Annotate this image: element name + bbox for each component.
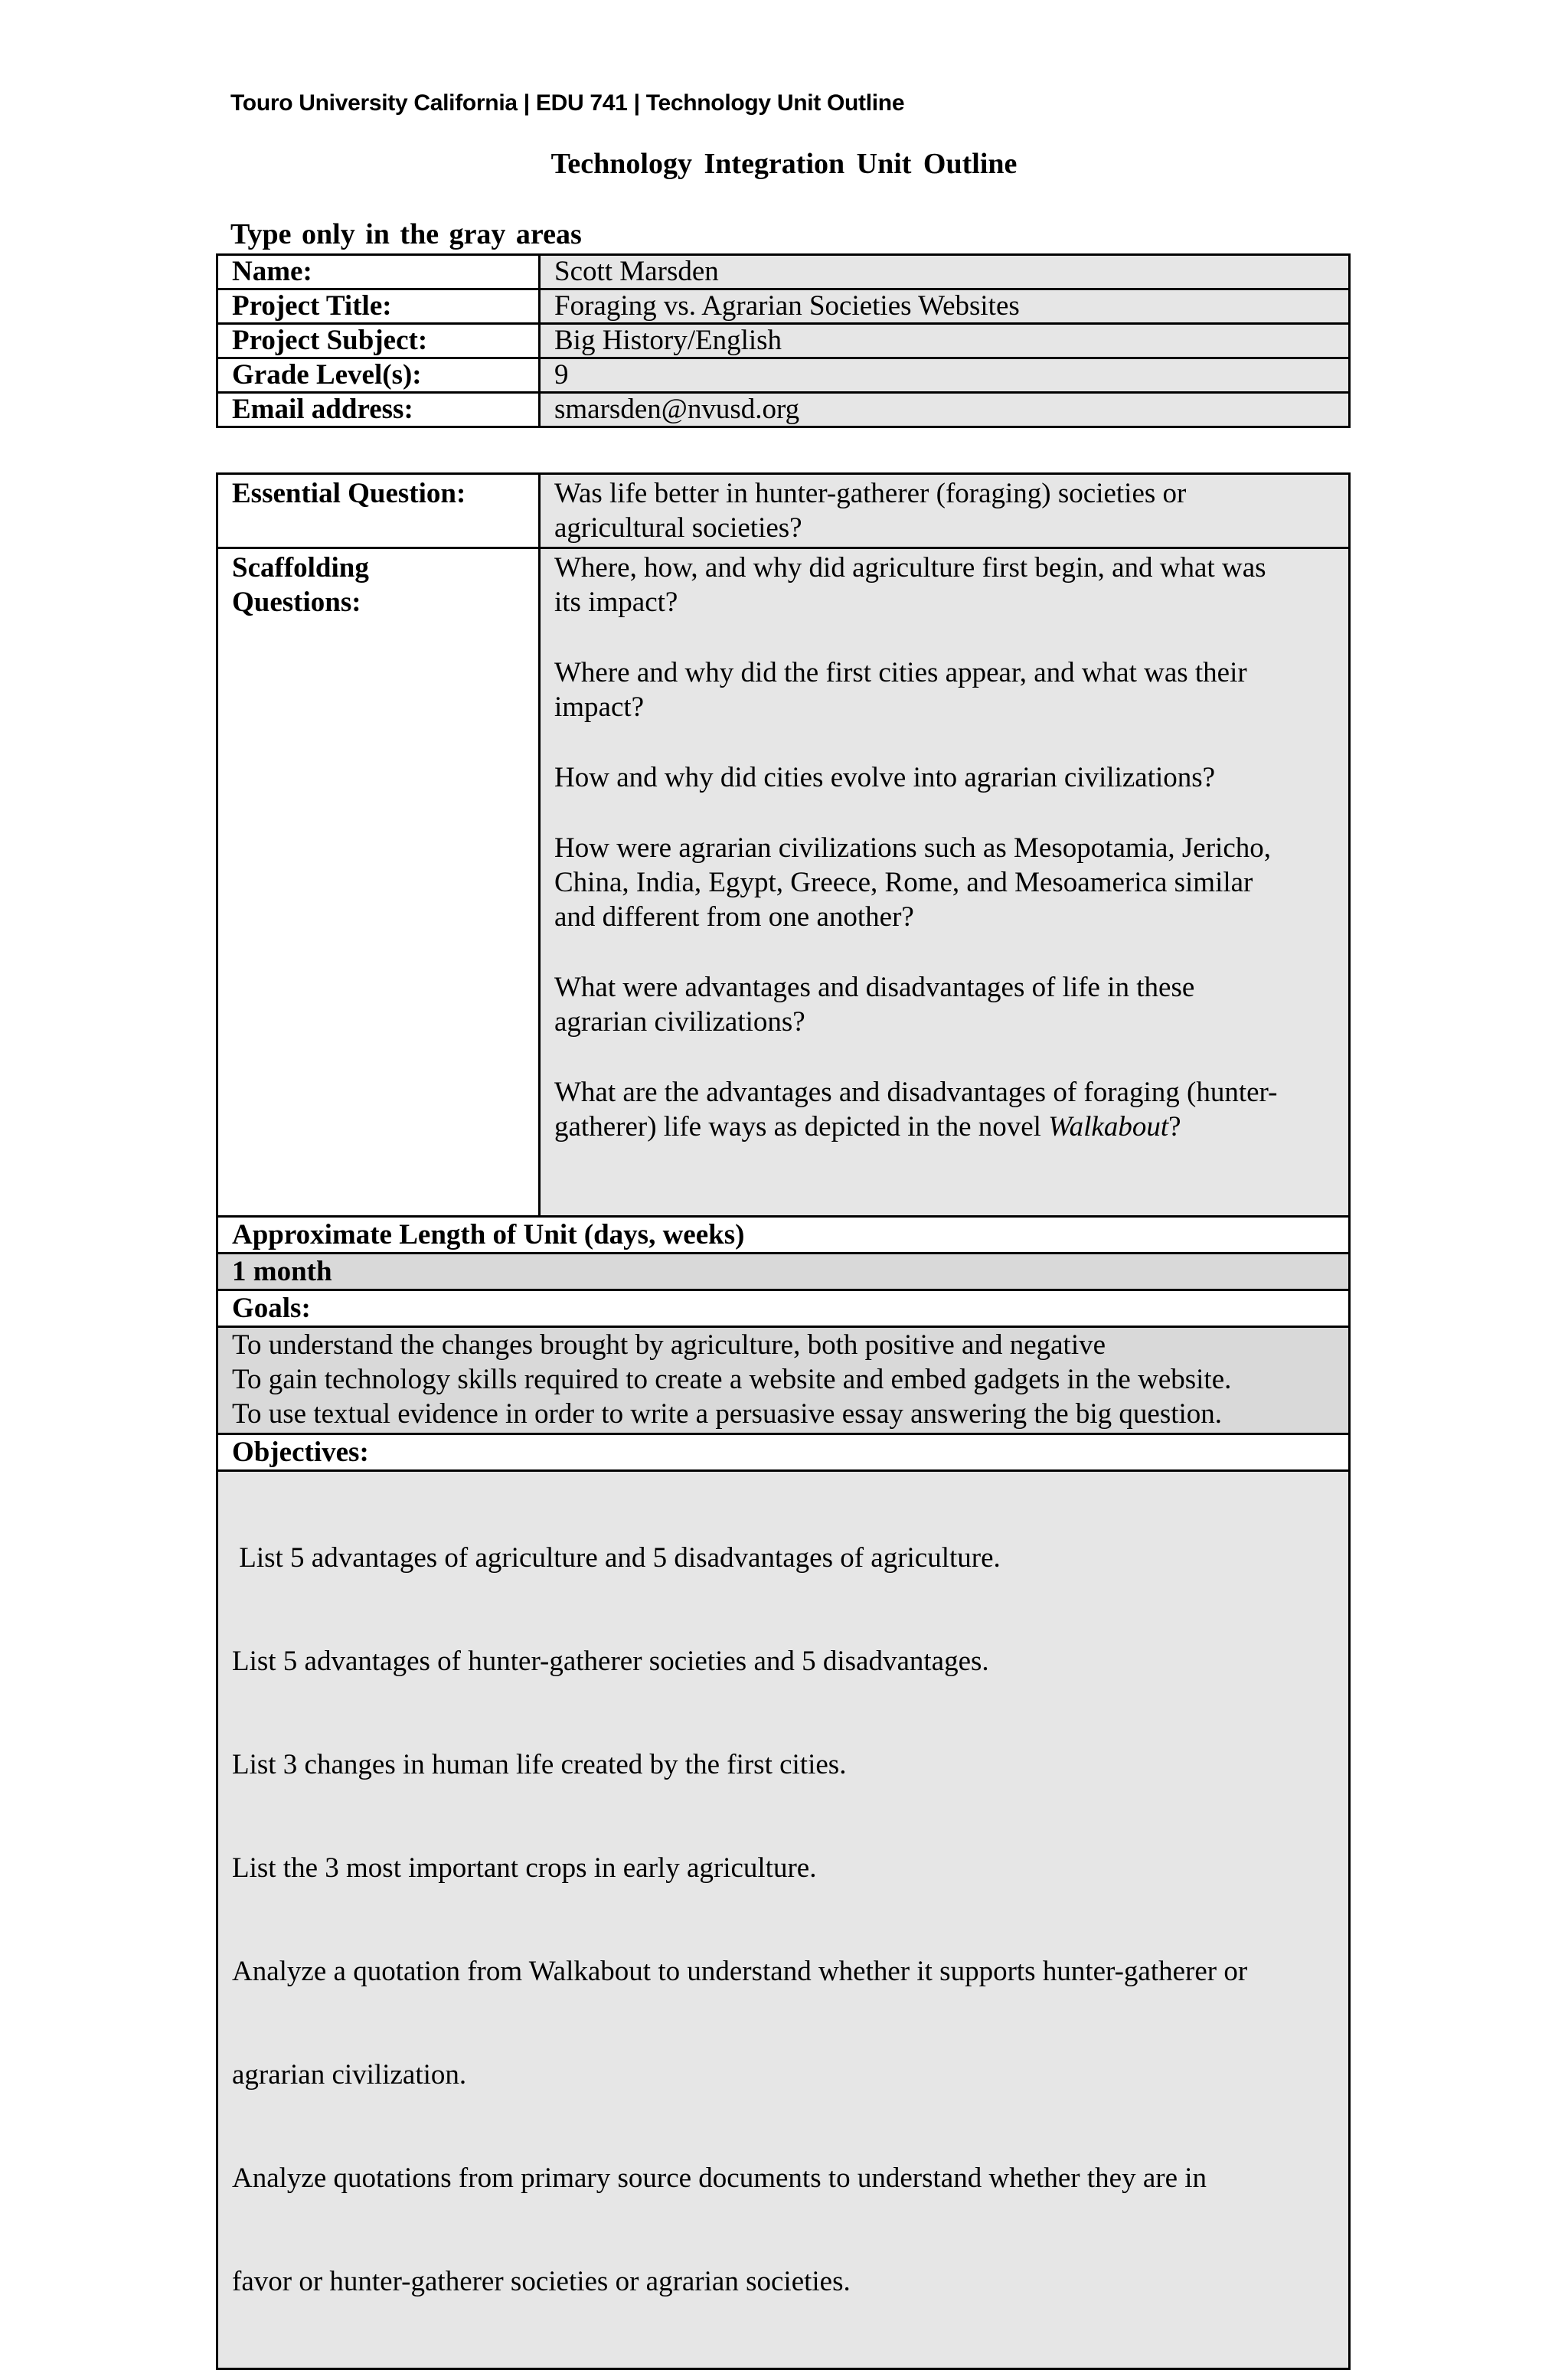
objectives-row (217, 1471, 1350, 2369)
question-line: China, India, Egypt, Greece, Rome, and Mesoamerica similar (554, 867, 1253, 898)
project-subject-row (217, 324, 1350, 358)
novel-title: Walkabout (1048, 1111, 1169, 1143)
email-label: Email address: (217, 393, 540, 427)
email-row (217, 393, 1350, 427)
project-title-row (217, 289, 1350, 324)
length-label-row (217, 1217, 1350, 1254)
objectives-label-row (217, 1434, 1350, 1471)
goal-item: To understand the changes brought by agriculture, both positive and negative (232, 1329, 1106, 1361)
objective-item: List 3 changes in human life created by the first cities. (232, 1749, 847, 1780)
scaffolding-label-line: Scaffolding (232, 552, 369, 584)
question-line: agrarian civilizations? (554, 1006, 805, 1038)
essential-question-label: Essential Question: (217, 474, 540, 548)
scaffolding-label (217, 548, 540, 1217)
grade-level-field[interactable]: 9 (540, 358, 1350, 393)
scaffolding-question (554, 551, 1334, 619)
question-line (554, 1110, 1334, 1144)
objective-item: Analyze a quotation from Walkabout to understand whether it supports hunter-gatherer or (232, 1956, 1248, 1987)
goals-field[interactable] (217, 1327, 1350, 1434)
question-line: Where and why did the first cities appear, and what was their (554, 657, 1247, 688)
goals-label-row (217, 1290, 1350, 1327)
goal-item: To gain technology skills required to create a website and embed gadgets in the website. (232, 1364, 1232, 1395)
grade-level-label: Grade Level(s): (217, 358, 540, 393)
name-label: Name: (217, 255, 540, 289)
essential-line: agricultural societies? (554, 512, 802, 544)
question-line: What were advantages and disadvantages of life in these (554, 972, 1195, 1003)
question-line: its impact? (554, 587, 678, 618)
objectives-label: Objectives: (217, 1434, 1350, 1471)
question-line: impact? (554, 691, 645, 723)
email-field[interactable]: smarsden@nvusd.org (540, 393, 1350, 427)
objective-item: List 5 advantages of hunter-gatherer societies and 5 disadvantages. (232, 1646, 989, 1677)
info-table (216, 253, 1351, 428)
project-title-field[interactable]: Foraging vs. Agrarian Societies Websites (540, 289, 1350, 324)
running-header: Touro University California | EDU 741 | Technology Unit Outline (230, 90, 905, 116)
objective-item: Analyze quotations from primary source documents to understand whether they are in (232, 2162, 1207, 2194)
scaffolding-question (554, 1075, 1334, 1144)
unit-table (216, 472, 1351, 2370)
project-title-label: Project Title: (217, 289, 540, 324)
scaffolding-question (554, 655, 1334, 724)
scaffolding-label-line: Questions: (232, 587, 361, 618)
objective-item: favor or hunter-gatherer societies or agrarian societies. (232, 2266, 851, 2297)
essential-line: Was life better in hunter-gatherer (foraging) societies or (554, 478, 1187, 509)
project-subject-label: Project Subject: (217, 324, 540, 358)
question-line: Where, how, and why did agriculture first begin, and what was (554, 552, 1266, 584)
goals-row (217, 1327, 1350, 1434)
question-line: How were agrarian civilizations such as Mesopotamia, Jericho, (554, 832, 1272, 864)
question-line: and different from one another? (554, 901, 914, 933)
project-subject-field[interactable]: Big History/English (540, 324, 1350, 358)
scaffolding-question (554, 970, 1334, 1039)
objective-item: agrarian civilization. (232, 2059, 467, 2091)
document-title: Technology Integration Unit Outline (550, 148, 1018, 180)
length-field[interactable]: 1 month (217, 1254, 1350, 1290)
objective-item: List the 3 most important crops in early agriculture. (232, 1852, 817, 1884)
scaffolding-field[interactable] (540, 548, 1350, 1217)
objectives-field[interactable] (217, 1471, 1350, 2369)
length-label: Approximate Length of Unit (days, weeks) (217, 1217, 1350, 1254)
question-text: gatherer) life ways as depicted in the novel (554, 1111, 1049, 1143)
question-line: What are the advantages and disadvantages of foraging (hunter- (554, 1077, 1278, 1108)
length-value-row (217, 1254, 1350, 1290)
essential-question-row (217, 474, 1350, 548)
name-row (217, 255, 1350, 289)
scaffolding-question (554, 831, 1334, 934)
name-field[interactable]: Scott Marsden (540, 255, 1350, 289)
question-line: How and why did cities evolve into agrarian civilizations? (554, 762, 1216, 793)
question-mark: ? (1168, 1111, 1181, 1143)
scaffolding-row (217, 548, 1350, 1217)
instruction-text: Type only in the gray areas (230, 218, 582, 250)
goals-label: Goals: (217, 1290, 1350, 1327)
essential-question-field[interactable] (540, 474, 1350, 548)
grade-level-row (217, 358, 1350, 393)
goal-item: To use textual evidence in order to write a persuasive essay answering the big question. (232, 1398, 1223, 1430)
scaffolding-question (554, 760, 1334, 795)
objective-item: List 5 advantages of agriculture and 5 disadvantages of agriculture. (232, 1542, 1001, 1574)
